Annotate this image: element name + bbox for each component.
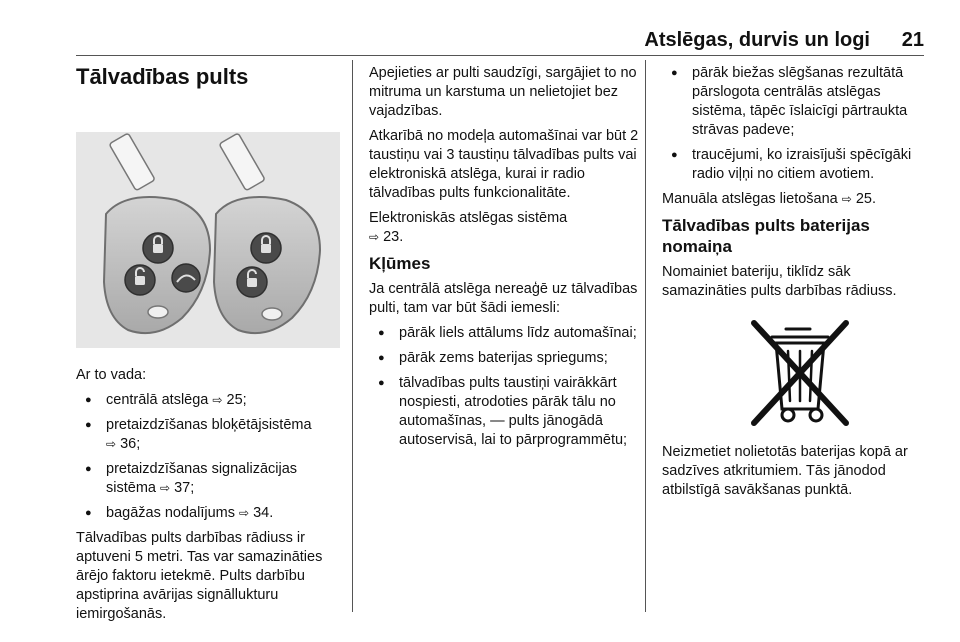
page-number: 21 <box>901 29 924 51</box>
remote-keys-illustration <box>76 132 340 348</box>
faults-heading: Kļūmes <box>369 254 431 273</box>
column-divider-2 <box>645 60 646 612</box>
faults-list-continued <box>662 64 932 184</box>
battery-paragraph: Nomainiet bateriju, tiklīdz sāk samazināties pults darbības rādiuss. <box>662 264 897 299</box>
controlled-systems-list <box>76 391 346 523</box>
page-ref-arrow-icon: ⇨ <box>369 230 380 244</box>
model-paragraph: Atkarībā no modeļa automašīnai var būt 2 taustiņu vai 3 taustiņu tālvadības pults vai elektroniskā atslēga, kurai ir radio tālvadības pults funkcionalitāte. <box>369 128 639 201</box>
list-item: ● pārāk liels attālums līdz automašīnai; <box>369 324 639 343</box>
list-item: ● bagāžas nodalījums ⇨ 34. <box>76 504 346 523</box>
crossed-out-bin-icon <box>740 315 860 427</box>
electronic-key-reference: Elektroniskās atslēgas sistēma ⇨ 23. <box>369 210 568 245</box>
column-2 <box>369 64 639 456</box>
disposal-paragraph: Neizmetiet nolietotās baterijas kopā ar sadzīves atkritumiem. Tās jānodod atbilstīgā savākšanas punktā. <box>662 444 908 498</box>
list-item: ● pretaizdzīšanas bloķētājsistēma ⇨ 36; <box>76 416 346 454</box>
list-item: ● pārāk zems baterijas spriegums; <box>369 349 639 368</box>
header-title: Atslēgas, durvis un logi <box>644 29 870 51</box>
list-item: ● pārāk biežas slēgšanas rezultātā pārslogota centrālās atslēgas sistēma, tāpēc īslaicīgi pārtraukta strāvas padeve; <box>662 64 932 140</box>
list-item: ● centrālā atslēga ⇨ 25; <box>76 391 346 410</box>
faults-intro: Ja centrālā atslēga nereaģē uz tālvadības pulti, tam var būt šādi iemesli: <box>369 281 638 316</box>
list-item: ● tālvadības pults taustiņi vairākkārt nospiesti, atrodoties pārāk tālu no automašīnas, — pults jānogādā autoservisā, lai to pārprogrammētu; <box>369 374 639 450</box>
intro-text: Ar to vada: <box>76 367 147 383</box>
range-paragraph: Tālvadības pults darbības rādiuss ir aptuveni 5 metri. Tas var samazināties ārējo faktoru ietekmē. Pults darbību apstiprina avārijas signāllukturu iemirgošanās. <box>76 530 323 622</box>
page-ref-arrow-icon: ⇨ <box>841 192 852 206</box>
header-rule <box>76 55 924 56</box>
page-ref-arrow-icon: ⇨ <box>160 481 171 495</box>
page-ref-arrow-icon: ⇨ <box>239 506 250 520</box>
list-item: ● traucējumi, ko izraisījuši spēcīgāki radio viļņi no citiem avotiem. <box>662 146 932 184</box>
section-title: Tālvadības pults <box>76 64 249 89</box>
faults-list <box>369 324 639 450</box>
page-ref-arrow-icon: ⇨ <box>212 393 223 407</box>
care-paragraph: Apejieties ar pulti saudzīgi, sargājiet to no mitruma un karstuma un nelietojiet bez vajadzības. <box>369 65 637 119</box>
list-item: ● pretaizdzīšanas signalizācijas sistēma ⇨ 37; <box>76 460 346 498</box>
page-ref-arrow-icon: ⇨ <box>106 437 117 451</box>
battery-heading: Tālvadības pults baterijas nomaiņa <box>662 216 870 256</box>
manual-key-reference: Manuāla atslēgas lietošana ⇨ 25. <box>662 191 877 207</box>
column-3 <box>662 64 932 506</box>
column-divider-1 <box>352 60 353 612</box>
column-1 <box>76 62 346 630</box>
